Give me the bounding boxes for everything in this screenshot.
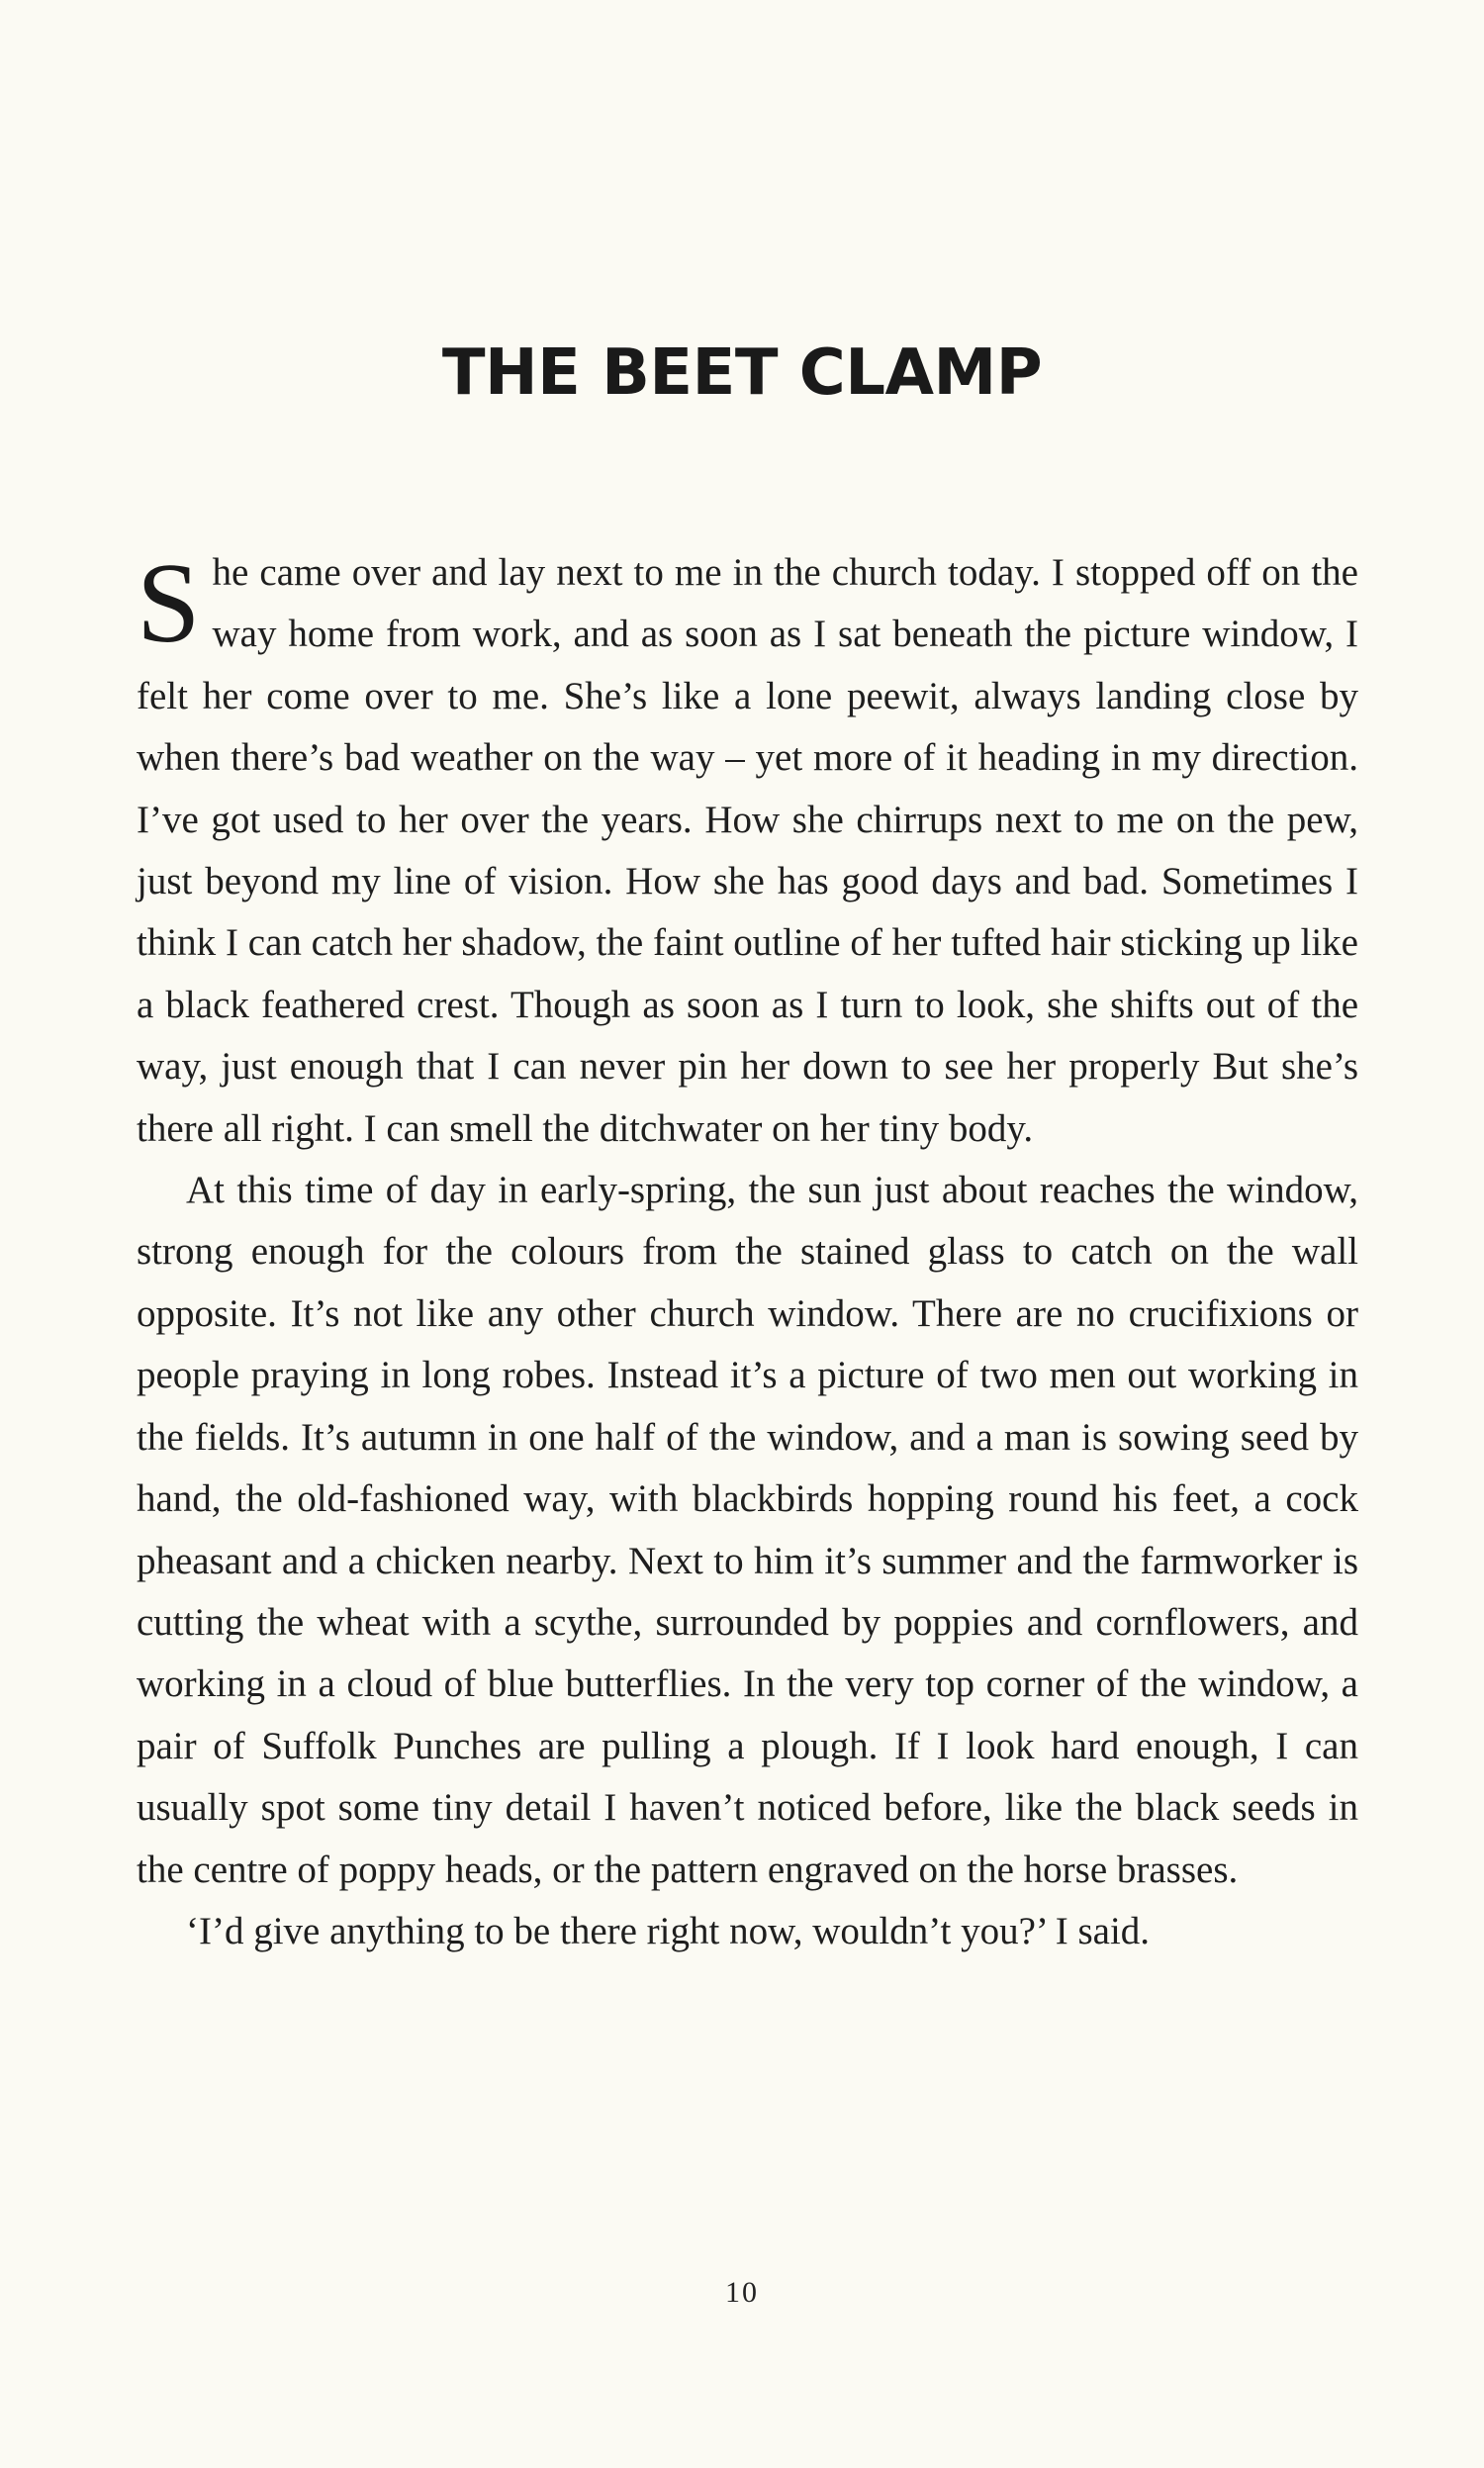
paragraph-2: At this time of day in early-spring, the sun just about reaches the window, strong enough for the colours from the stained glass to catch on the wall opposite. It’s not like any other church window. There are no crucifixions or people praying in long robes. Instead it’s a picture of two men out working in the fields. It’s autumn in one half of the window, and a man is sowing seed by hand, the old-fashioned way, with blackbirds hopping round his feet, a cock pheasant and a chicken nearby. Next to him it’s summer and the farmworker is cutting the wheat with a scythe, surrounded by poppies and cornflowers, and working in a cloud of blue butterflies. In the very top corner of the window, a pair of Suffolk Punches are pulling a plough. If I look hard enough, I can usually spot some tiny detail I haven’t noticed before, like the black seeds in the centre of poppy heads, or the pattern engraved on the horse brasses. bbox=[137, 1169, 1358, 1891]
page-number: 10 bbox=[725, 2276, 759, 2309]
paragraph-1 bbox=[137, 542, 1358, 1160]
chapter-title: THE BEET CLAMP bbox=[441, 336, 1043, 410]
paragraph-3: ‘I’d give anything to be there right now, wouldn’t you?’ I said. bbox=[186, 1909, 1151, 1952]
drop-cap: S bbox=[137, 540, 201, 667]
chapter-body bbox=[137, 542, 1358, 1962]
paragraph-1-text: he came over and lay next to me in the church today. I stopped off on the way home from work, and as soon as I sat beneath the picture window, I felt her come over to me. She’s like a lone peewit, always landing close by when there’s bad weather on the way – yet more of it heading in my direction. I’ve got used to her over the years. How she chirrups next to me on the pew, just beyond my line of vision. How she has good days and bad. Sometimes I think I can catch her shadow, the faint outline of her tufted hair sticking up like a black feathered crest. Though as soon as I turn to look, she shifts out of the way, just enough that I can never pin her down to see her properly But she’s there all right. I can smell the ditchwater on her tiny body. bbox=[137, 551, 1358, 1150]
